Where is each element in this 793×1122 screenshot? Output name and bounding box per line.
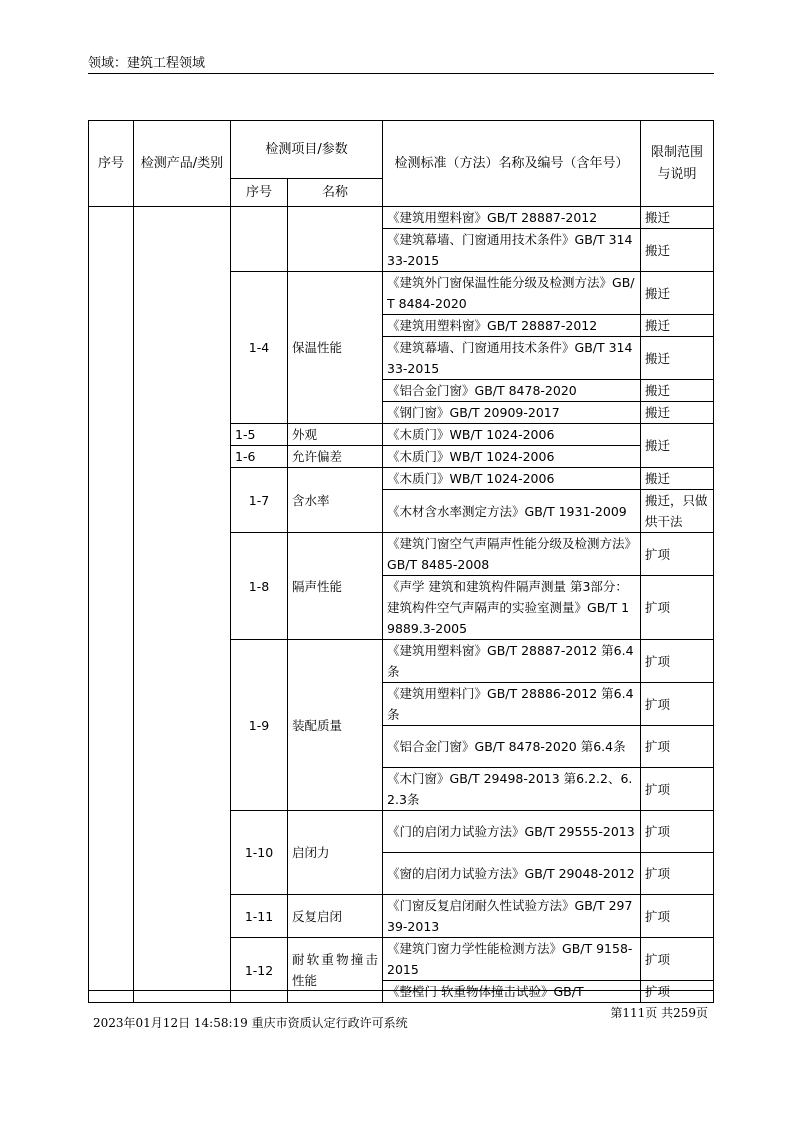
cell-item-seq: 1-6 [231, 446, 288, 468]
header-item-group: 检测项目/参数 [231, 121, 383, 179]
cell-standard: 《建筑用塑料窗》GB/T 28887-2012 [383, 207, 641, 229]
cell-standard: 《木质门》WB/T 1024-2006 [383, 446, 641, 468]
cell-limit: 搬迁 [641, 380, 714, 402]
cell-limit: 搬迁 [641, 229, 714, 272]
cell-item-seq [231, 207, 288, 272]
cell-standard: 《建筑门窗力学性能检测方法》GB/T 9158-2015 [383, 938, 641, 981]
cell-item-seq: 1-4 [231, 272, 288, 424]
cell-standard: 《木门窗》GB/T 29498-2013 第6.2.2、6.2.3条 [383, 768, 641, 811]
header-divider [88, 73, 714, 74]
cell-limit: 扩项 [641, 533, 714, 576]
cell-limit: 搬迁 [641, 402, 714, 424]
cell-item-seq: 1-7 [231, 468, 288, 533]
header-product: 检测产品/类别 [134, 121, 231, 207]
cell-standard: 《建筑用塑料窗》GB/T 28887-2012 第6.4条 [383, 640, 641, 683]
cell-limit: 扩项 [641, 576, 714, 640]
cell-item-name: 启闭力 [288, 811, 383, 895]
cell-limit: 搬迁 [641, 468, 714, 490]
cell-limit: 扩项 [641, 853, 714, 895]
footer-divider [88, 990, 714, 991]
cell-item-name: 含水率 [288, 468, 383, 533]
cell-limit: 搬迁 [641, 315, 714, 337]
cell-limit: 搬迁 [641, 337, 714, 380]
cell-limit: 扩项 [641, 768, 714, 811]
inspection-table [88, 120, 714, 1003]
cell-item-seq: 1-12 [231, 938, 288, 1003]
cell-limit: 扩项 [641, 683, 714, 726]
header-item-seq: 序号 [231, 179, 288, 207]
cell-limit: 扩项 [641, 981, 714, 1003]
cell-seq-merged [89, 207, 134, 1003]
cell-standard: 《木质门》WB/T 1024-2006 [383, 468, 641, 490]
footer-timestamp: 2023年01月12日 14:58:19 重庆市资质认定行政许可系统 [93, 1016, 408, 1030]
cell-limit: 搬迁，只做烘干法 [641, 490, 714, 533]
cell-item-name [288, 207, 383, 272]
cell-item-seq: 1-11 [231, 895, 288, 938]
cell-standard: 《钢门窗》GB/T 20909-2017 [383, 402, 641, 424]
cell-standard: 《建筑用塑料门》GB/T 28886-2012 第6.4条 [383, 683, 641, 726]
cell-item-name: 允许偏差 [288, 446, 383, 468]
cell-item-seq: 1-9 [231, 640, 288, 811]
header-limit: 限制范围与说明 [641, 121, 714, 207]
cell-standard: 《门窗反复启闭耐久性试验方法》GB/T 29739-2013 [383, 895, 641, 938]
cell-limit: 扩项 [641, 640, 714, 683]
cell-standard: 《建筑门窗空气声隔声性能分级及检测方法》GB/T 8485-2008 [383, 533, 641, 576]
cell-standard: 《声学 建筑和建筑构件隔声测量 第3部分：建筑构件空气声隔声的实验室测量》GB/T 19889.3-2005 [383, 576, 641, 640]
cell-limit: 搬迁 [641, 207, 714, 229]
cell-limit: 扩项 [641, 895, 714, 938]
cell-limit: 搬迁 [641, 272, 714, 315]
cell-limit: 搬迁 [641, 424, 714, 468]
cell-item-name: 保温性能 [288, 272, 383, 424]
cell-limit: 扩项 [641, 811, 714, 853]
cell-limit: 扩项 [641, 726, 714, 768]
cell-standard: 《建筑幕墙、门窗通用技术条件》GB/T 31433-2015 [383, 337, 641, 380]
cell-item-seq: 1-8 [231, 533, 288, 640]
cell-product-merged [134, 207, 231, 1003]
cell-standard: 《建筑用塑料窗》GB/T 28887-2012 [383, 315, 641, 337]
header-seq: 序号 [89, 121, 134, 207]
cell-standard: 《门的启闭力试验方法》GB/T 29555-2013 [383, 811, 641, 853]
cell-item-name: 装配质量 [288, 640, 383, 811]
cell-item-seq: 1-5 [231, 424, 288, 446]
cell-standard: 《建筑幕墙、门窗通用技术条件》GB/T 31433-2015 [383, 229, 641, 272]
cell-standard: 《铝合金门窗》GB/T 8478-2020 第6.4条 [383, 726, 641, 768]
cell-standard: 《木材含水率测定方法》GB/T 1931-2009 [383, 490, 641, 533]
cell-standard: 《整樘门 软重物体撞击试验》GB/T [383, 981, 641, 1003]
cell-limit: 扩项 [641, 938, 714, 981]
cell-standard: 《铝合金门窗》GB/T 8478-2020 [383, 380, 641, 402]
page-header-domain: 领域：建筑工程领域 [88, 56, 206, 71]
header-standard: 检测标准（方法）名称及编号（含年号） [383, 121, 641, 207]
footer-page-number: 第111页 共259页 [610, 1006, 708, 1020]
cell-item-name: 隔声性能 [288, 533, 383, 640]
cell-standard: 《窗的启闭力试验方法》GB/T 29048-2012 [383, 853, 641, 895]
cell-item-name: 耐软重物撞击性能 [288, 938, 383, 1003]
header-item-name: 名称 [288, 179, 383, 207]
cell-item-name: 反复启闭 [288, 895, 383, 938]
cell-standard: 《木质门》WB/T 1024-2006 [383, 424, 641, 446]
cell-item-name: 外观 [288, 424, 383, 446]
cell-item-seq: 1-10 [231, 811, 288, 895]
cell-standard: 《建筑外门窗保温性能分级及检测方法》GB/T 8484-2020 [383, 272, 641, 315]
